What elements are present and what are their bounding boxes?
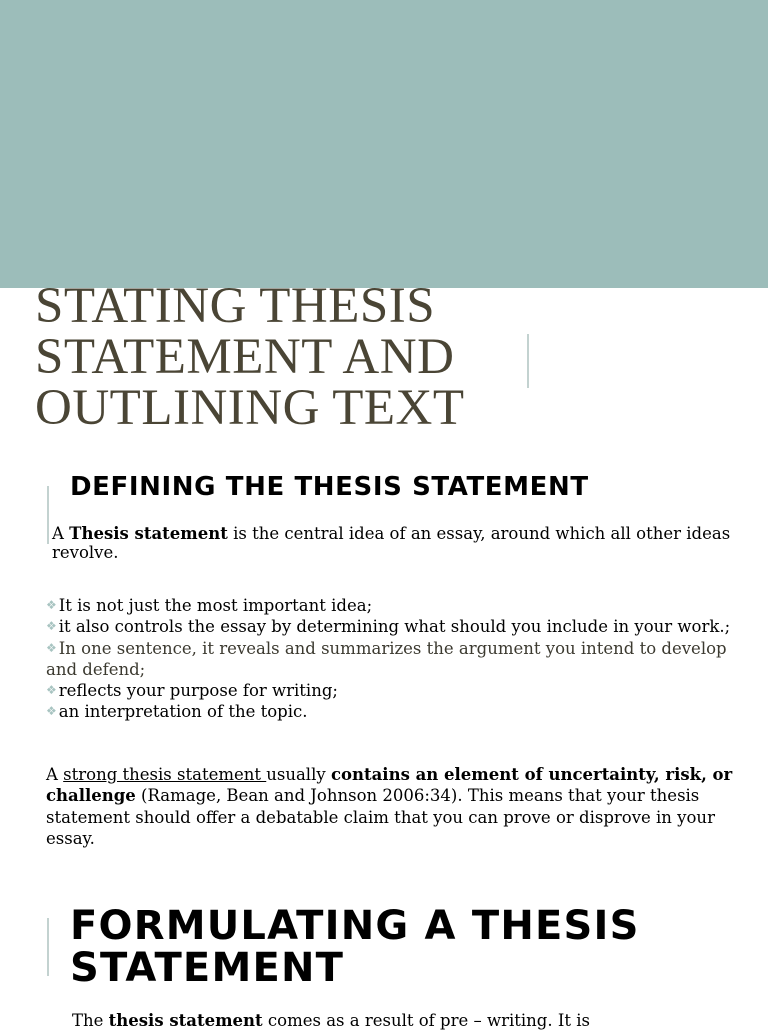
para-bold-text: contains an element of uncertainty, risk, or challenge <box>46 765 733 806</box>
accent-divider <box>47 486 49 544</box>
para-text: comes as a result of pre – writing. It is <box>262 1011 590 1030</box>
para-text: A <box>46 765 64 784</box>
accent-divider <box>47 918 49 976</box>
intro-bold-term: Thesis statement <box>69 524 228 543</box>
bullet-text: In one sentence, it reveals and summarizes the argument you intend to develop and defend; <box>46 638 727 679</box>
heading-line: STATEMENT <box>70 945 345 991</box>
heading-line: FORMULATING A THESIS <box>70 903 640 949</box>
para-bold-text: thesis statement <box>108 1011 263 1030</box>
list-item <box>46 638 736 681</box>
accent-divider <box>527 334 529 388</box>
diamond-bullet-icon: ❖ <box>46 640 57 655</box>
list-item <box>46 701 736 722</box>
diamond-bullet-icon: ❖ <box>46 683 57 698</box>
para-text: The <box>72 1011 109 1030</box>
intro-text: is the central idea of an essay, around which all other ideas revolve. <box>52 524 731 562</box>
list-item <box>46 595 736 616</box>
slide-title-line: STATING THESIS <box>35 278 436 334</box>
section-heading-defining: DEFINING THE THESIS STATEMENT <box>70 472 589 502</box>
list-item <box>46 616 736 637</box>
bullet-text: reflects your purpose for writing; <box>58 681 338 701</box>
diamond-bullet-icon: ❖ <box>46 598 57 612</box>
list-item <box>46 680 736 701</box>
para-underlined-text: strong thesis statement <box>63 765 267 784</box>
header-banner <box>0 0 768 288</box>
slide-title-line: STATEMENT AND <box>35 329 455 385</box>
strong-thesis-paragraph <box>46 764 736 849</box>
section-heading-formulating <box>70 905 640 989</box>
para-text: usually <box>266 765 331 784</box>
slide-title <box>35 278 465 436</box>
slide-title-line: OUTLINING TEXT <box>35 380 465 436</box>
formulating-paragraph <box>72 1010 752 1031</box>
diamond-bullet-icon: ❖ <box>46 619 57 634</box>
para-text: (Ramage, Bean and Johnson 2006:34). This means that your thesis statement should offer a debatable claim that you can prove or disprove in your essay. <box>46 786 715 848</box>
bullet-text: It is not just the most important idea; <box>58 596 373 615</box>
bullet-text: it also controls the essay by determining what should you include in your work.; <box>58 617 731 637</box>
diamond-bullet-icon: ❖ <box>46 704 57 719</box>
bullet-list <box>46 595 736 723</box>
bullet-text: an interpretation of the topic. <box>58 702 308 722</box>
intro-paragraph <box>52 524 732 562</box>
intro-text: A <box>52 524 70 543</box>
